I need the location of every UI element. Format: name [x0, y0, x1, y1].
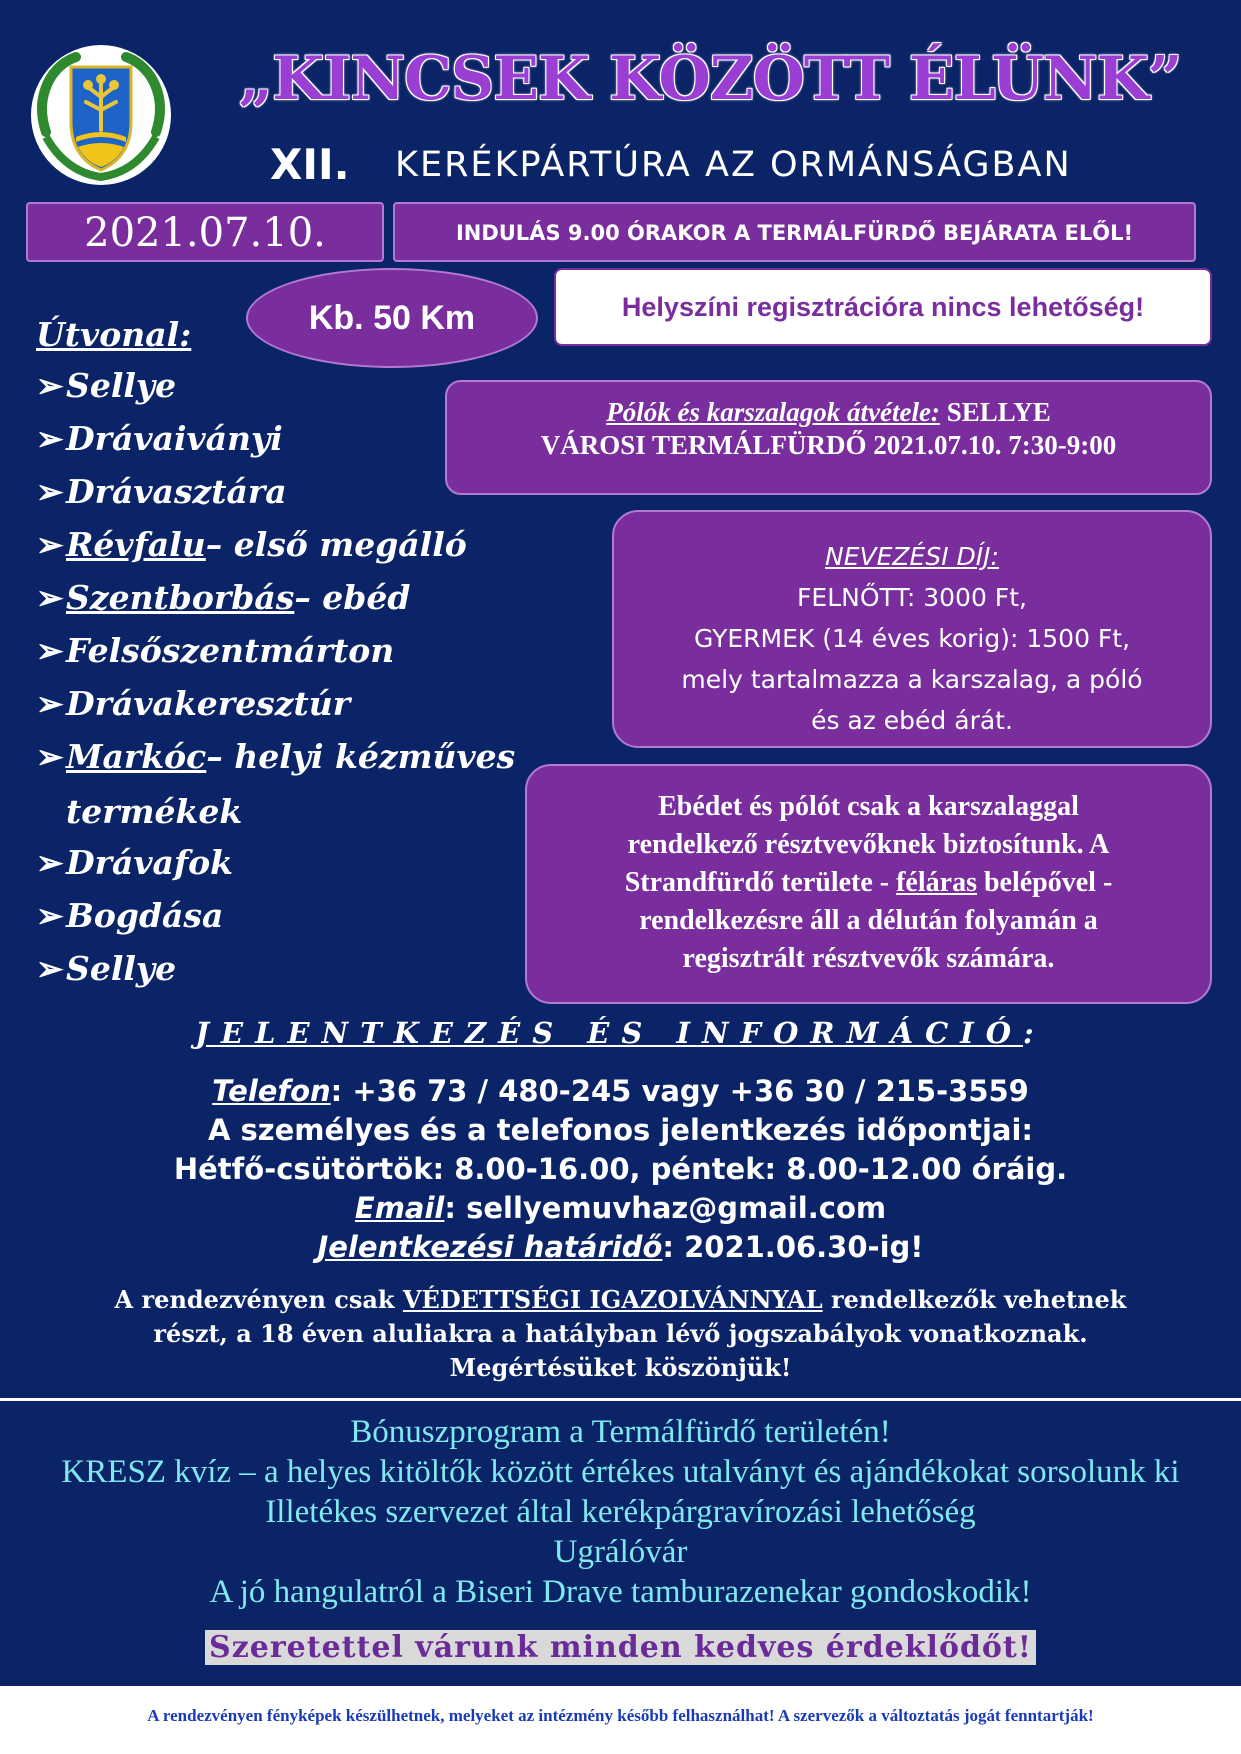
route-item-sellye: ➢ Sellye [36, 366, 177, 405]
arrow-icon: ➢ [36, 525, 64, 564]
bonus-line-5: A jó hangulatról a Biseri Drave tamburazenekar gondoskodik! [209, 1574, 1032, 1610]
pickup-location: SELLYE [939, 397, 1051, 427]
bonus-line-3: Illetékes szervezet által kerékpárgravírozási lehetőség [265, 1494, 976, 1530]
bonus-line-4: Ugrálóvár [553, 1534, 688, 1570]
contact-block [0, 1072, 1241, 1267]
route-item-sellye-end: ➢ Sellye [36, 949, 177, 988]
route-item-dravasztara: ➢ Drávasztára [36, 472, 287, 511]
route-item-dravaivanyi: ➢ Drávaiványi [36, 419, 283, 458]
route-item-markoc: ➢ Markóc – helyi kézműves termékek [36, 737, 556, 843]
route-item-bogdasa: ➢ Bogdása [36, 896, 224, 935]
event-subtitle: KERÉKPÁRTÚRA AZ ORMÁNSÁGBAN [395, 145, 1072, 185]
pickup-label: Pólók és karszalagok átvétele: [606, 397, 940, 427]
distance-badge [246, 268, 538, 368]
start-info-text: INDULÁS 9.00 ÓRAKOR A TERMÁLFÜRDŐ BEJÁRATA ELŐL! [455, 221, 1134, 245]
distance-text: Kb. 50 Km [308, 299, 476, 337]
event-date: 2021.07.10. [84, 210, 326, 256]
fee-box [612, 510, 1212, 748]
fee-includes-2: és az ebéd árát. [811, 706, 1013, 735]
pickup-details: VÁROSI TERMÁLFÜRDŐ 2021.07.10. 7:30-9:00 [540, 430, 1117, 460]
fee-includes-1: mely tartalmazza a karszalag, a póló [681, 665, 1143, 694]
footer-bar [0, 1686, 1241, 1754]
arrow-icon: ➢ [36, 366, 64, 405]
edition-number: XII. [270, 140, 350, 189]
welcome-line [0, 1630, 1241, 1665]
arrow-icon: ➢ [36, 419, 64, 458]
bonus-program [0, 1412, 1241, 1612]
deadline-line: Jelentkezési határidő: 2021.06.30-ig! [317, 1230, 924, 1264]
phone-line: Telefon: +36 73 / 480-245 vagy +36 30 / 215-3559 [212, 1074, 1029, 1108]
arrow-icon: ➢ [36, 684, 64, 723]
arrow-icon: ➢ [36, 631, 64, 670]
arrow-icon: ➢ [36, 949, 64, 988]
fee-label: NEVEZÉSI DÍJ: [825, 542, 999, 571]
bonus-line-1: Bónuszprogram a Termálfürdő területén! [350, 1414, 891, 1450]
hours-text: Hétfő-csütörtök: 8.00-16.00, péntek: 8.00-12.00 óráig. [173, 1152, 1068, 1186]
lunch-line-3: Strandfürdő területe - féláras belépővel - [624, 867, 1113, 898]
route-item-felsoszentmarton: ➢ Felsőszentmárton [36, 631, 395, 670]
route-item-revfalu: ➢ Révfalu – első megálló [36, 525, 467, 564]
route-item-markoc-continued: termékek [66, 792, 243, 831]
start-info-box [393, 202, 1196, 262]
footer-text: A rendezvényen fényképek készülhetnek, melyeket az intézmény később felhasználhat! A szervezők a változtatás jogát fenntartják! [147, 1706, 1094, 1725]
route-item-dravakeresztur: ➢ Drávakeresztúr [36, 684, 351, 723]
email-line: Email: sellyemuvhaz@gmail.com [354, 1191, 887, 1225]
date-box [26, 202, 384, 262]
coat-of-arms-emblem [26, 42, 176, 187]
hours-label: A személyes és a telefonos jelentkezés időpontjai: [207, 1113, 1034, 1147]
arrow-icon: ➢ [36, 737, 64, 776]
route-item-dravafok: ➢ Drávafok [36, 843, 234, 882]
arrow-icon: ➢ [36, 843, 64, 882]
welcome-text: Szeretettel várunk minden kedves érdeklődőt! [205, 1630, 1036, 1665]
bonus-line-2: KRESZ kvíz – a helyes kitöltők között értékes utalványt és ajándékokat sorsolunk ki [61, 1454, 1180, 1490]
registration-notice-box [554, 268, 1212, 346]
lunch-line-5: regisztrált résztvevők számára. [682, 943, 1055, 974]
section-divider [0, 1398, 1241, 1401]
covid-notice: A rendezvényen csak VÉDETTSÉGI IGAZOLVÁNNYAL rendelkezők vehetnek részt, a 18 éven aluliakra a hatályban lévő jogszabályok vonatkoznak. Megértésüket köszönjük! [114, 1285, 1127, 1382]
lunch-info-box [525, 764, 1212, 1004]
lunch-line-1: Ebédet és pólót csak a karszalaggal [658, 791, 1079, 822]
registration-notice-text: Helyszíni regisztrációra nincs lehetőség! [621, 292, 1145, 322]
fee-adult: FELNŐTT: 3000 Ft, [797, 583, 1027, 612]
fee-child: GYERMEK (14 éves korig): 1500 Ft, [693, 624, 1131, 653]
pickup-box [445, 380, 1212, 495]
arrow-icon: ➢ [36, 578, 64, 617]
route-label: Útvonal: [36, 315, 192, 354]
lunch-line-2: rendelkező résztvevőknek biztosítunk. A [627, 829, 1110, 860]
page-title: „KINCSEK KÖZÖTT ÉLÜNK” [238, 44, 1182, 114]
route-item-szentborbas: ➢ Szentborbás – ebéd [36, 578, 411, 617]
arrow-icon: ➢ [36, 472, 64, 511]
contact-heading: JELENTKEZÉS ÉS INFORMÁCIÓ: [195, 1016, 1046, 1050]
lunch-line-4: rendelkezésre áll a délután folyamán a [639, 905, 1098, 936]
arrow-icon: ➢ [36, 896, 64, 935]
